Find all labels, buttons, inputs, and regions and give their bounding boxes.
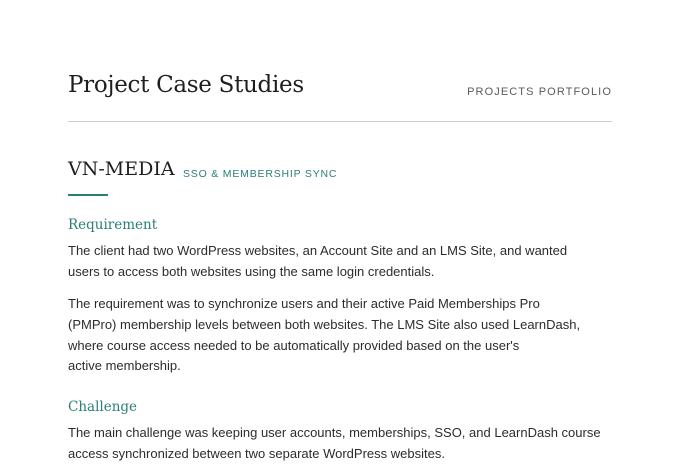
paragraph-line: active membership. [68,358,181,374]
paragraph-line: (PMPro) membership levels between both websites. The LMS Site also used LearnDash, [68,316,581,332]
paragraph-line: The requirement was to synchronize users and their active Paid Memberships Pro [68,296,540,311]
project-name: VN-MEDIA [68,158,175,180]
paragraph-line: where course access needed to be automatically provided based on the user's [68,337,520,353]
section-heading-requirement: Requirement [68,217,158,233]
project-heading [68,158,612,184]
section-heading-challenge: Challenge [68,399,138,415]
paragraph-line: The main challenge was keeping user accounts, memberships, SSO, and LearnDash course [68,425,601,440]
challenge-paragraph-1 [68,423,612,465]
project-accent-bar [68,194,108,196]
header-divider [68,121,612,122]
requirement-paragraph-1 [68,241,612,283]
paragraph-line: The client had two WordPress websites, an Account Site and an LMS Site, and wanted [68,243,568,258]
paragraph-line: access synchronized between two separate WordPress websites. [68,445,445,461]
requirement-paragraph-2 [68,294,612,377]
page-header [68,72,612,104]
paragraph-line: users to access both websites using the same login credentials. [68,263,435,279]
portfolio-label: PROJECTS PORTFOLIO [467,86,612,98]
project-tag: SSO & MEMBERSHIP SYNC [183,168,338,180]
page-title: Project Case Studies [68,72,304,98]
